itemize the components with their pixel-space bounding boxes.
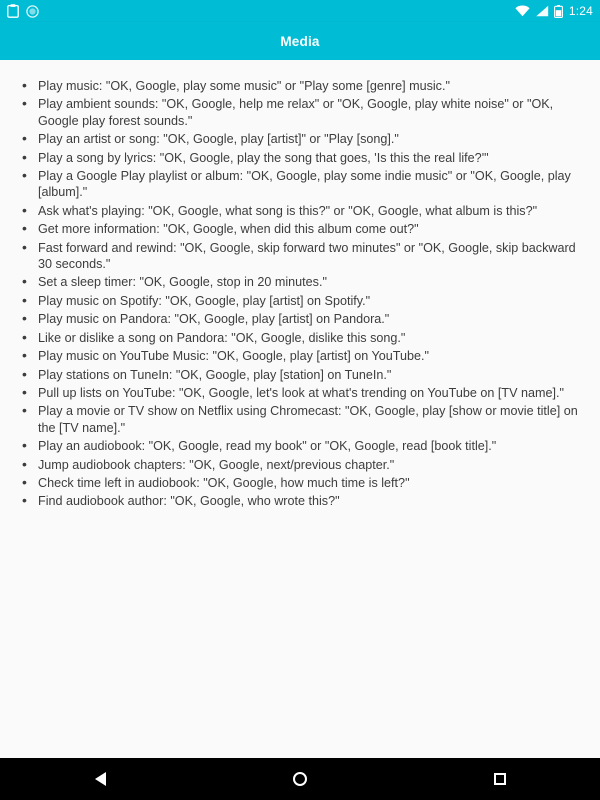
list-item: • Set a sleep timer: "OK, Google, stop in 20 minutes.": [18, 274, 584, 290]
home-circle-icon: [293, 772, 307, 786]
list-item: • Play an audiobook: "OK, Google, read my book" or "OK, Google, read [book title].": [18, 438, 584, 454]
list-item: • Check time left in audiobook: "OK, Google, how much time is left?": [18, 475, 584, 491]
status-bar-left-icons: [7, 4, 39, 18]
list-item: • Play music on Pandora: "OK, Google, play [artist] on Pandora.": [18, 311, 584, 327]
app-bar: [0, 22, 600, 60]
list-item: • Play ambient sounds: "OK, Google, help me relax" or "OK, Google, play white noise" or "OK, Google play forest sounds.": [18, 96, 584, 129]
list-item: • Ask what's playing: "OK, Google, what song is this?" or "OK, Google, what album is this?": [18, 203, 584, 219]
tips-list: [18, 78, 584, 510]
list-item: • Pull up lists on YouTube: "OK, Google, let's look at what's trending on YouTube on [TV name].": [18, 385, 584, 401]
list-item: • Play music on YouTube Music: "OK, Google, play [artist] on YouTube.": [18, 348, 584, 364]
back-triangle-icon: [95, 772, 106, 786]
android-navigation-bar: [0, 758, 600, 800]
clipboard-icon: [7, 4, 19, 18]
battery-icon: [554, 5, 563, 18]
back-button[interactable]: [70, 758, 130, 800]
list-item: • Find audiobook author: "OK, Google, who wrote this?": [18, 493, 584, 509]
wifi-icon: [515, 5, 530, 17]
list-item: • Get more information: "OK, Google, when did this album come out?": [18, 221, 584, 237]
signal-icon: [535, 5, 549, 17]
list-item: • Fast forward and rewind: "OK, Google, skip forward two minutes" or "OK, Google, skip backward 30 seconds.": [18, 240, 584, 273]
status-bar-clock: 1:24: [568, 4, 593, 18]
list-item: • Play an artist or song: "OK, Google, play [artist]" or "Play [song].": [18, 131, 584, 147]
recents-square-icon: [494, 773, 506, 785]
list-item: • Play stations on TuneIn: "OK, Google, play [station] on TuneIn.": [18, 367, 584, 383]
list-item: • Jump audiobook chapters: "OK, Google, next/previous chapter.": [18, 457, 584, 473]
status-bar: [0, 0, 600, 22]
list-item: • Play a movie or TV show on Netflix using Chromecast: "OK, Google, play [show or movie title] on the [TV name].": [18, 403, 584, 436]
list-item: • Like or dislike a song on Pandora: "OK, Google, dislike this song.": [18, 330, 584, 346]
list-item: • Play music on Spotify: "OK, Google, play [artist] on Spotify.": [18, 293, 584, 309]
tips-scroll-area[interactable]: [0, 60, 600, 758]
recents-button[interactable]: [470, 758, 530, 800]
page-title: Media: [280, 33, 320, 49]
status-bar-right-icons: [515, 4, 593, 18]
list-item: • Play music: "OK, Google, play some music" or "Play some [genre] music.": [18, 78, 584, 94]
home-button[interactable]: [270, 758, 330, 800]
list-item: • Play a Google Play playlist or album: "OK, Google, play some indie music" or "OK, Google, play [album].": [18, 168, 584, 201]
circle-icon: [26, 5, 39, 18]
list-item: • Play a song by lyrics: "OK, Google, play the song that goes, 'Is this the real life?'": [18, 150, 584, 166]
